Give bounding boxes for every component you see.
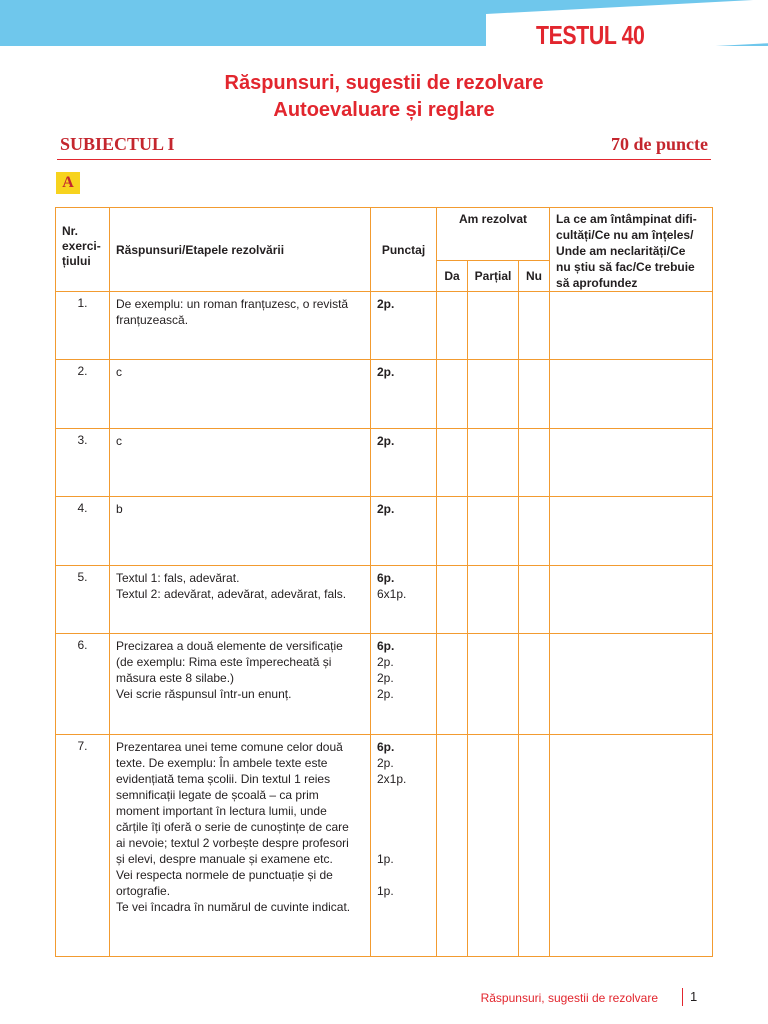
table-row <box>56 634 713 735</box>
row-answer: Textul 1: fals, adevărat. Textul 2: adevărat, adevărat, adevărat, fals. <box>110 566 371 634</box>
row-nr: 1. <box>56 292 110 360</box>
header-nr: Nr. exerci- țiului <box>56 208 110 292</box>
notes-cell[interactable] <box>550 497 713 566</box>
section-badge: A <box>56 172 80 194</box>
header-partial: Parțial <box>468 260 519 291</box>
check-da[interactable] <box>437 497 468 566</box>
notes-cell[interactable] <box>550 292 713 360</box>
row-points: 6p. 2p. 2p. 2p. <box>371 634 437 735</box>
row-points: 2p. <box>371 292 437 360</box>
row-answer: De exemplu: un roman franțuzesc, o revistă franțuzească. <box>110 292 371 360</box>
page-subtitle: Autoevaluare și reglare <box>273 99 495 121</box>
header-answers: Răspunsuri/Etapele rezolvării <box>110 208 371 292</box>
check-nu[interactable] <box>519 360 550 429</box>
test-label: TESTUL 40 <box>536 20 645 50</box>
row-answer: c <box>110 429 371 497</box>
page-number: 1 <box>690 989 698 1004</box>
table-row <box>56 735 713 957</box>
section-title: SUBIECTUL I <box>60 134 175 154</box>
row-answer: c <box>110 360 371 429</box>
section-points: 70 de puncte <box>610 134 708 154</box>
table-row <box>56 292 713 360</box>
header-points: Punctaj <box>371 208 437 292</box>
row-points: 6p. 6x1p. <box>371 566 437 634</box>
check-da[interactable] <box>437 360 468 429</box>
check-da[interactable] <box>437 735 468 957</box>
check-nu[interactable] <box>519 429 550 497</box>
row-nr: 6. <box>56 634 110 735</box>
check-nu[interactable] <box>519 566 550 634</box>
row-answer: Precizarea a două elemente de versificație (de exemplu: Rima este împerecheată și măsura este 8 silabe.) Vei scrie răspunsul într-un enunț. <box>110 634 371 735</box>
check-partial[interactable] <box>468 497 519 566</box>
check-partial[interactable] <box>468 360 519 429</box>
check-da[interactable] <box>437 292 468 360</box>
row-answer: b <box>110 497 371 566</box>
header-nu: Nu <box>519 260 550 291</box>
answers-table <box>55 207 713 957</box>
row-nr: 2. <box>56 360 110 429</box>
row-answer: Prezentarea unei teme comune celor două texte. De exemplu: În ambele texte este evidențiată tema școlii. Din textul 1 reies semnificații legate de școală – ca prim moment important în lectura lumii, unde cărțile îți oferă o serie de cunoștințe de care ai nevoie; textul 2 vorbește despre profesori și elevi, despre manuale și examene etc. Vei respecta normele de punctuație și de ortografie. Te vei încadra în numărul de cuvinte indicat. <box>110 735 371 957</box>
footer-text: Răspunsuri, sugestii de rezolvare <box>480 991 658 1005</box>
notes-cell[interactable] <box>550 360 713 429</box>
check-partial[interactable] <box>468 566 519 634</box>
notes-cell[interactable] <box>550 634 713 735</box>
row-points: 2p. <box>371 360 437 429</box>
table-row <box>56 360 713 429</box>
row-nr: 5. <box>56 566 110 634</box>
check-partial[interactable] <box>468 735 519 957</box>
notes-cell[interactable] <box>550 566 713 634</box>
row-points: 2p. <box>371 429 437 497</box>
header-solved: Am rezolvat <box>437 208 550 261</box>
check-nu[interactable] <box>519 497 550 566</box>
table-row <box>56 566 713 634</box>
row-points: 2p. <box>371 497 437 566</box>
footer-divider <box>682 988 683 1006</box>
check-nu[interactable] <box>519 735 550 957</box>
table-row <box>56 497 713 566</box>
check-nu[interactable] <box>519 292 550 360</box>
notes-cell[interactable] <box>550 429 713 497</box>
row-nr: 3. <box>56 429 110 497</box>
header-da: Da <box>437 260 468 291</box>
row-nr: 7. <box>56 735 110 957</box>
check-da[interactable] <box>437 566 468 634</box>
row-nr: 4. <box>56 497 110 566</box>
table-row <box>56 429 713 497</box>
notes-cell[interactable] <box>550 735 713 957</box>
header-difficulties: La ce am întâmpinat difi- cultăți/Ce nu am înțeles/ Unde am neclarități/Ce nu știu să fac/Ce trebuie să aprofundez <box>550 208 713 292</box>
section-divider <box>57 159 711 160</box>
row-points: 6p. 2p. 2x1p. 1p. 1p. <box>371 735 437 957</box>
check-nu[interactable] <box>519 634 550 735</box>
page-title: Răspunsuri, sugestii de rezolvare <box>224 72 544 94</box>
check-da[interactable] <box>437 429 468 497</box>
check-partial[interactable] <box>468 634 519 735</box>
check-da[interactable] <box>437 634 468 735</box>
check-partial[interactable] <box>468 292 519 360</box>
check-partial[interactable] <box>468 429 519 497</box>
